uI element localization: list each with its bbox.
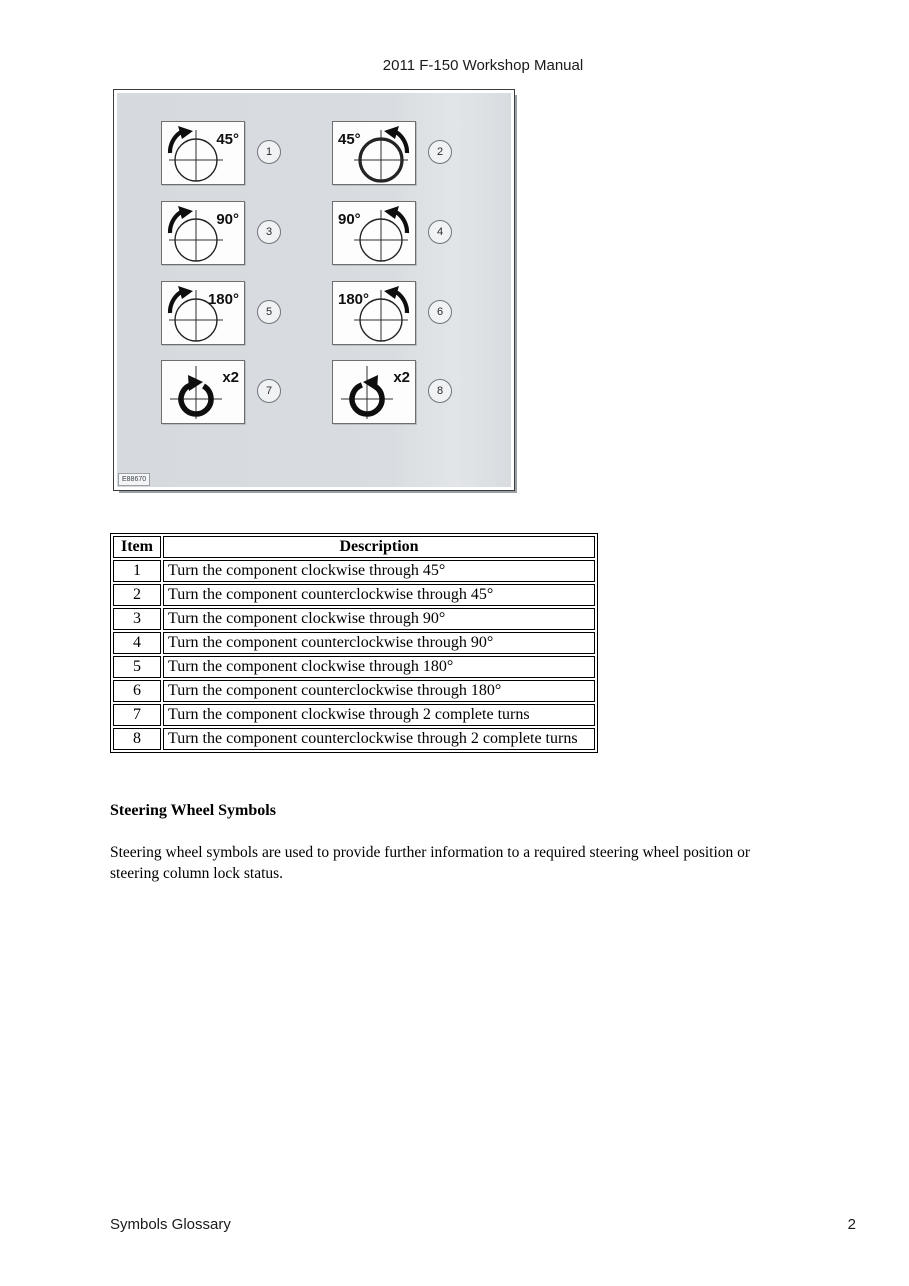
item-number-badge <box>428 140 452 164</box>
symbol-box-2 <box>332 121 416 185</box>
full-turns-clockwise-icon <box>162 361 244 423</box>
angle-label: 45° <box>216 131 239 148</box>
rotation-symbols-figure <box>113 89 515 491</box>
table-row <box>113 608 595 630</box>
figure-reference-label: E88670 <box>118 473 150 486</box>
symbol-box-1 <box>161 121 245 185</box>
description-cell: Turn the component clockwise through 90° <box>163 608 595 630</box>
item-number-badge <box>428 379 452 403</box>
turns-label: x2 <box>393 369 410 386</box>
table-row <box>113 680 595 702</box>
rotate-clockwise-icon <box>162 122 244 184</box>
full-turns-counterclockwise-icon <box>333 361 415 423</box>
description-cell: Turn the component clockwise through 2 complete turns <box>163 704 595 726</box>
description-cell: Turn the component counterclockwise through 2 complete turns <box>163 728 595 750</box>
angle-label: 90° <box>216 211 239 228</box>
symbol-box-3 <box>161 201 245 265</box>
rotate-clockwise-icon <box>162 202 244 264</box>
item-cell: 3 <box>113 608 161 630</box>
section-body <box>110 842 830 884</box>
item-number-badge <box>428 220 452 244</box>
table-row <box>113 584 595 606</box>
item-number: 5 <box>265 306 273 318</box>
table-row <box>113 704 595 726</box>
symbol-box-6 <box>332 281 416 345</box>
symbol-box-7 <box>161 360 245 424</box>
item-cell: 8 <box>113 728 161 750</box>
item-number-badge <box>257 220 281 244</box>
item-number-badge <box>257 379 281 403</box>
page-number: 2 <box>847 1216 856 1233</box>
symbol-box-4 <box>332 201 416 265</box>
rotate-clockwise-icon <box>162 282 244 344</box>
item-number: 8 <box>436 385 444 397</box>
item-cell: 5 <box>113 656 161 678</box>
item-cell: 2 <box>113 584 161 606</box>
table-row <box>113 656 595 678</box>
rotate-counterclockwise-icon <box>333 282 415 344</box>
page-footer <box>110 1216 856 1233</box>
table-header-item: Item <box>113 536 161 558</box>
item-number: 6 <box>436 306 444 318</box>
item-number: 3 <box>265 226 273 238</box>
item-number: 1 <box>265 146 273 158</box>
section-body-line: steering column lock status. <box>110 865 284 882</box>
description-cell: Turn the component clockwise through 45° <box>163 560 595 582</box>
description-cell: Turn the component counterclockwise through 90° <box>163 632 595 654</box>
item-number: 4 <box>436 226 444 238</box>
item-number-badge <box>257 140 281 164</box>
footer-section-title: Symbols Glossary <box>110 1216 231 1233</box>
symbols-description-table <box>110 533 598 753</box>
description-cell: Turn the component clockwise through 180° <box>163 656 595 678</box>
table-header-row <box>113 536 595 558</box>
item-number-badge <box>257 300 281 324</box>
item-number-badge <box>428 300 452 324</box>
angle-label: 180° <box>207 291 239 308</box>
item-cell: 7 <box>113 704 161 726</box>
table-row <box>113 632 595 654</box>
symbol-box-5 <box>161 281 245 345</box>
angle-label: 90° <box>338 211 361 228</box>
item-cell: 6 <box>113 680 161 702</box>
section-heading: Steering Wheel Symbols <box>110 802 276 819</box>
item-cell: 4 <box>113 632 161 654</box>
description-cell: Turn the component counterclockwise through 180° <box>163 680 595 702</box>
symbol-box-8 <box>332 360 416 424</box>
table-row <box>113 728 595 750</box>
rotate-counterclockwise-icon <box>333 122 415 184</box>
rotate-counterclockwise-icon <box>333 202 415 264</box>
item-number: 7 <box>265 385 273 397</box>
description-cell: Turn the component counterclockwise through 45° <box>163 584 595 606</box>
table-header-description: Description <box>163 536 595 558</box>
section-body-line: Steering wheel symbols are used to provide further information to a required steering wheel position or <box>110 844 751 861</box>
page-title: 2011 F-150 Workshop Manual <box>382 57 584 74</box>
turns-label: x2 <box>222 369 239 386</box>
item-number: 2 <box>436 146 444 158</box>
figure-background <box>117 93 511 487</box>
angle-label: 45° <box>338 131 361 148</box>
angle-label: 180° <box>338 291 370 308</box>
table-row <box>113 560 595 582</box>
item-cell: 1 <box>113 560 161 582</box>
